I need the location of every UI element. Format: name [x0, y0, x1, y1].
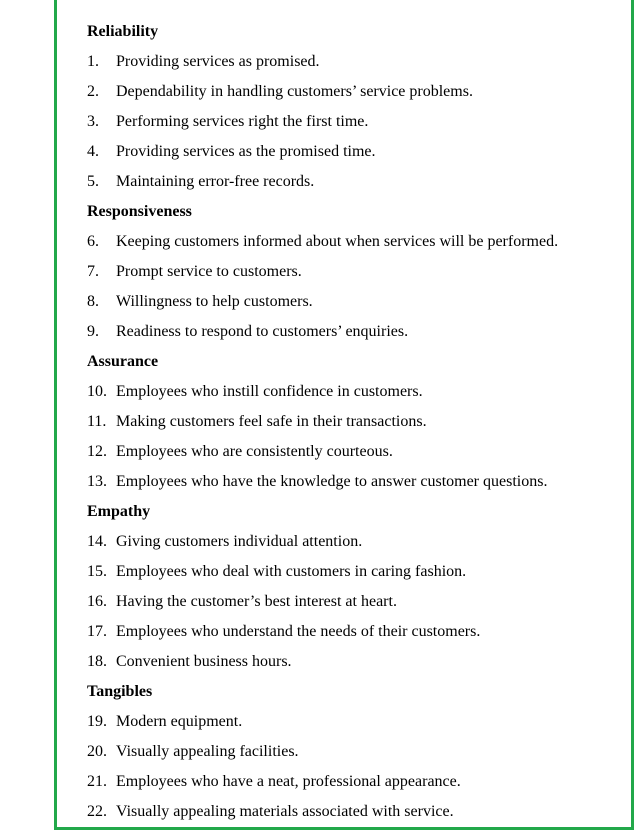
list-item [87, 797, 627, 827]
list-item [87, 467, 627, 497]
item-number: 4. [87, 143, 99, 160]
item-text: Employees who have the knowledge to answer customer questions. [116, 473, 548, 490]
item-number: 6. [87, 233, 99, 250]
list-item [87, 767, 627, 797]
item-text: Having the customer’s best interest at heart. [116, 593, 397, 610]
item-number: 10. [87, 383, 107, 400]
item-text: Making customers feel safe in their transactions. [116, 413, 427, 430]
item-text: Performing services right the first time. [116, 113, 369, 130]
section-heading-assurance: Assurance [87, 353, 159, 370]
item-text: Employees who deal with customers in caring fashion. [116, 563, 467, 580]
item-number: 20. [87, 743, 107, 760]
item-text: Employees who understand the needs of their customers. [116, 623, 481, 640]
item-text: Providing services as promised. [116, 53, 320, 70]
item-number: 15. [87, 563, 107, 580]
item-number: 17. [87, 623, 107, 640]
item-number: 22. [87, 803, 107, 820]
list-item [87, 407, 627, 437]
item-number: 14. [87, 533, 107, 550]
item-number: 16. [87, 593, 107, 610]
item-text: Dependability in handling customers’ service problems. [116, 83, 473, 100]
item-number: 13. [87, 473, 107, 490]
item-number: 18. [87, 653, 107, 670]
list-item [87, 737, 627, 767]
section-heading-tangibles: Tangibles [87, 683, 153, 700]
item-number: 2. [87, 83, 99, 100]
item-number: 3. [87, 113, 99, 130]
list-item [87, 287, 627, 317]
item-text: Maintaining error-free records. [116, 173, 315, 190]
item-number: 11. [87, 413, 107, 430]
list-item [87, 707, 627, 737]
item-number: 9. [87, 323, 99, 340]
list-item [87, 317, 627, 347]
document-body [87, 17, 627, 827]
list-item [87, 257, 627, 287]
item-text: Keeping customers informed about when services will be performed. [116, 233, 559, 250]
list-item [87, 137, 627, 167]
list-item [87, 647, 627, 677]
item-number: 8. [87, 293, 99, 310]
item-text: Willingness to help customers. [116, 293, 313, 310]
item-text: Employees who are consistently courteous. [116, 443, 393, 460]
item-text: Visually appealing materials associated with service. [116, 803, 454, 820]
section-heading-empathy: Empathy [87, 503, 151, 520]
list-item [87, 527, 627, 557]
item-text: Providing services as the promised time. [116, 143, 376, 160]
section-heading-reliability: Reliability [87, 23, 159, 40]
item-text: Convenient business hours. [116, 653, 292, 670]
item-text: Giving customers individual attention. [116, 533, 363, 550]
list-item [87, 617, 627, 647]
item-text: Readiness to respond to customers’ enquiries. [116, 323, 409, 340]
list-item [87, 47, 627, 77]
item-number: 1. [87, 53, 99, 70]
item-number: 5. [87, 173, 99, 190]
list-item [87, 77, 627, 107]
item-text: Employees who have a neat, professional appearance. [116, 773, 461, 790]
item-text: Modern equipment. [116, 713, 243, 730]
section-heading-responsiveness: Responsiveness [87, 203, 192, 220]
list-item [87, 437, 627, 467]
item-number: 19. [87, 713, 107, 730]
list-item [87, 587, 627, 617]
list-item [87, 107, 627, 137]
list-item [87, 377, 627, 407]
list-item [87, 227, 627, 257]
list-item [87, 557, 627, 587]
item-number: 7. [87, 263, 99, 280]
item-number: 21. [87, 773, 107, 790]
list-item [87, 167, 627, 197]
item-text: Employees who instill confidence in customers. [116, 383, 423, 400]
item-number: 12. [87, 443, 107, 460]
item-text: Prompt service to customers. [116, 263, 302, 280]
item-text: Visually appealing facilities. [116, 743, 299, 760]
